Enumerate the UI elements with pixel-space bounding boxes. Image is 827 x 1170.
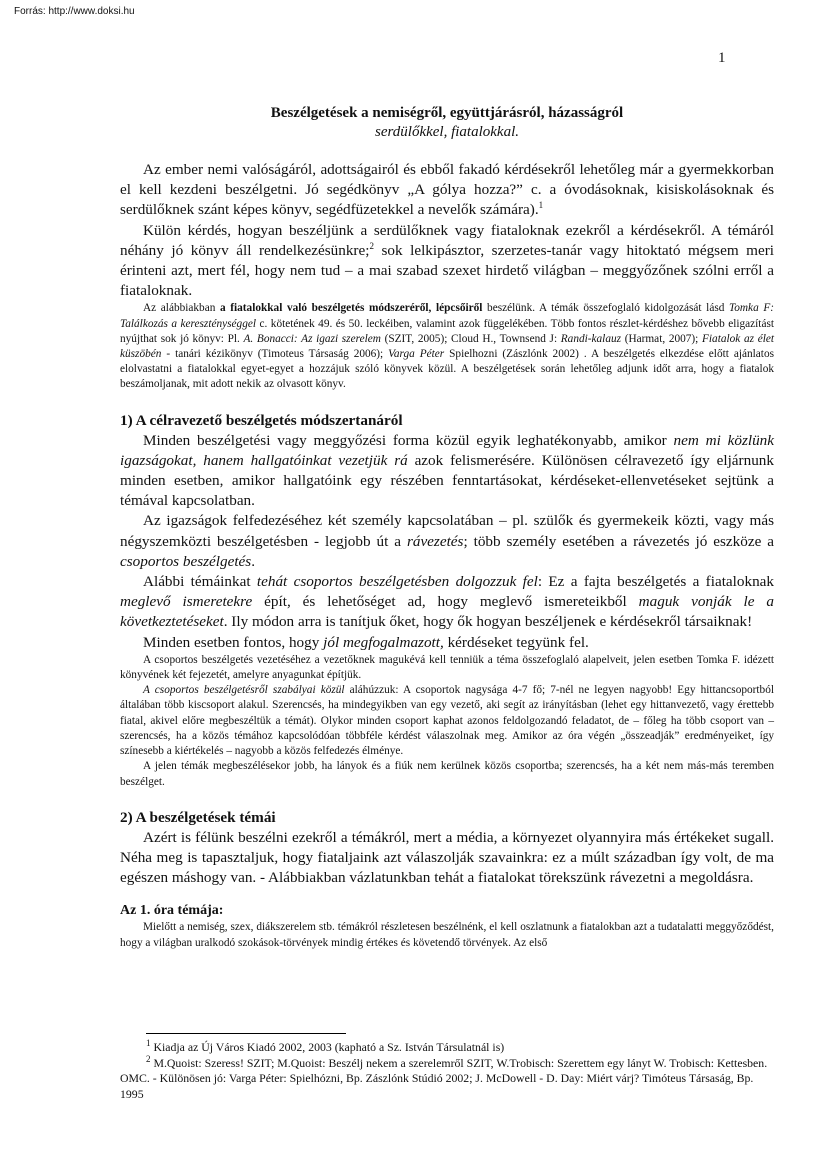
footnote-ref-2[interactable]: 2: [369, 240, 374, 251]
document-subtitle: serdülőkkel, fiatalokkal.: [375, 124, 519, 140]
section-1-paragraph-4: Minden esetben fontos, hogy jól megfogalmazott, kérdéseket tegyünk fel.: [143, 633, 589, 651]
footnote-1: $^1$ Kiadja az Új Város Kiadó 2002, 2003 (kapható a Sz. István Társulatnál is): [146, 1038, 505, 1054]
intro-paragraph-1: Az ember nemi valóságáról, adottságairól és ebből fakadó kérdésekről lehetőleg már a gyermekkorban el kell kezdeni beszélgetni. Jó segédkönyv „A gólya hozza?” c. a óvodásoknak, kisiskolásoknak és serdülőknek szánt képes könyv, segédfüzetekkel a nevelők számára).$^1$: [120, 161, 774, 219]
section-3-paragraph-1: Mielőtt a nemiség, szex, diákszerelem stb. témákról részletesen beszélnénk, el kell oszlatnunk a fiatalokban azt a tudatalatti meggyőződést, hogy a világban uralkodó szokások-törvények mindig értékes és követendő törvények. Az első: [120, 921, 774, 949]
section-3-heading: Az 1. óra témája:: [120, 903, 224, 919]
section-2-paragraph-1: Azért is félünk beszélni ezekről a témákról, mert a média, a környezet olyannyira más értékeket sugall. Néha meg is tapasztaljuk, hogy fiataljaink azt válaszolják szavainkra: ez a múlt században így volt, de ma egészen máshogy van. - Alábbiakban vázlatunkban tehát a fiatalokat törekszünk rávezetni a megoldásra.: [120, 828, 774, 887]
section-1-heading: 1) A célravezető beszélgetés módszertanáról: [120, 411, 403, 429]
intro-small-paragraph: Az alábbiakban a fiatalokkal való beszélgetés módszeréről, lépcsőiről beszélünk. A témák összefoglaló kidolgozását lásd Tomka F: Találkozás a kereszténységgel c. kötetének 49. és 50. leckéiben, valamint azok függelékében. Több fontos részlet-kérdéshez bővebb eligazítást nyújthat sok jó könyv: Pl. A. Bonacci: Az igazi szerelem (SZIT, 2005); Cloud H., Townsend J: Randi-kalauz (Harmat, 2007); Fiatalok az élet küszöbén - tanári kézikönyv (Timoteus Társaság 2006); Varga Péter Spielhozni (Zászlónk 2002) . A beszélgetés elkezdése előtt ajánlatos elolvastatni a fiatalokkal egyet-egyet a hozzájuk szóló könyvek közül. A beszélgetések során lehetőleg adjunk időt arra, hogy a fiatalok beszámoljanak, mit adott nekik az olvasott könyv.: [120, 302, 774, 391]
footnote-separator: [146, 1033, 346, 1034]
section-1-small-1: A csoportos beszélgetés vezetéséhez a vezetőknek magukévá kell tenniük a téma összefoglaló alapelveit, jelen esetben Tomka F. idézett könyvének két fejezetét, amelyre anyagunkat építjük.: [120, 653, 774, 682]
footnote-2: $^2$ M.Quoist: Szeress! SZIT; M.Quoist: Beszélj nekem a szerelemről SZIT, W.Trobisch: Szerettem egy lányt W. Trobisch: Kettesben. OMC. - Különösen jó: Varga Péter: Spielhózni, Bp. Zászlónk Stúdió 2002; J. McDowell - D. Day: Miért várj? Timóteus Társaság, Bp. 1995: [120, 1053, 768, 1101]
section-1-small-3: A jelen témák megbeszélésekor jobb, ha lányok és a fiúk nem kerülnek közös csoportba; szerencsés, ha a két nem más-más teremben beszélget.: [120, 760, 774, 788]
footnote-ref-1[interactable]: 1: [538, 200, 544, 211]
document-title: Beszélgetések a nemiségről, együttjárásról, házasságról: [270, 105, 624, 121]
section-1-small-2: A csoportos beszélgetésről szabályai közül aláhúzzuk: A csoportok nagysága 4-7 fő; 7-nél ne legyen nagyobb! Egy hittancsoportból általában több kiscsoport alakul. Szerencsés, ha mindegyikben van egy vezető, aki segít az irányításban (lehet egy hittanvezető, vagy érettebb fiatal, akivel előre megbeszéltük a témát). Olykor minden csoport kaphat azonos feldolgozandó feladatot, de – főleg ha több csoport van – szerencsés, ha a közös témához kapcsolódóan többféle kérdést válaszolnak meg. Amikor az óra végén „összeadják” eredményeiket, így színesebb a kiértékelés – nagyobb a közös felfedezés élménye.: [120, 684, 774, 758]
section-1-paragraph-2: Az igazságok felfedezéséhez két személy kapcsolatában – pl. szülők és gyermekeik közti, vagy más négyszemközti beszélgetésben - legjobb út a rávezetés; több személy esetében a rávezetés jó eszköze a csoportos beszélgetés.: [120, 512, 775, 570]
section-2-heading: 2) A beszélgetések témái: [120, 808, 276, 826]
intro-paragraph-2: Külön kérdés, hogyan beszéljünk a serdülőknek vagy fiataloknak ezekről a kérdésekről. A témáról néhány jó könyv áll rendelkezésünkre;$^2$ sok lelkipásztor, szerzetes-tanár vagy hitoktató mégsem meri érinteni azt, mert fél, hogy nem tud – a mai szabad szexet hirdető világban – meggyőzőnek szólni erről a fiataloknak.: [120, 221, 774, 300]
section-1-paragraph-3: Alábbi témáinkat tehát csoportos beszélgetésben dolgozzuk fel: Ez a fajta beszélgetés a fiataloknak meglevő ismeretekre épít, és lehetőséget ad, hogy meglevő ismereteikből maguk vonják le a következtetéseket. Ily módon arra is tanítjuk őket, hogy ők hogyan beszéljenek e kérdésekről társaiknak!: [120, 573, 775, 631]
footnotes: [120, 1040, 774, 1102]
source-label: Forrás: http://www.doksi.hu: [14, 6, 135, 17]
page-number: 1: [718, 50, 726, 66]
document-body: [120, 104, 774, 951]
section-1-paragraph-1: Minden beszélgetési vagy meggyőzési forma közül egyik leghatékonyabb, amikor nem mi közlünk igazságokat, hanem hallgatóinkat vezetjük rá azok felismerésére. Különösen célravezető így eljárnunk minden esetben, amikor hallgatóink egy részében fenntartásokat, kérdéseket-ellenvetéseket sejtünk a témával kapcsolatban.: [120, 431, 774, 510]
